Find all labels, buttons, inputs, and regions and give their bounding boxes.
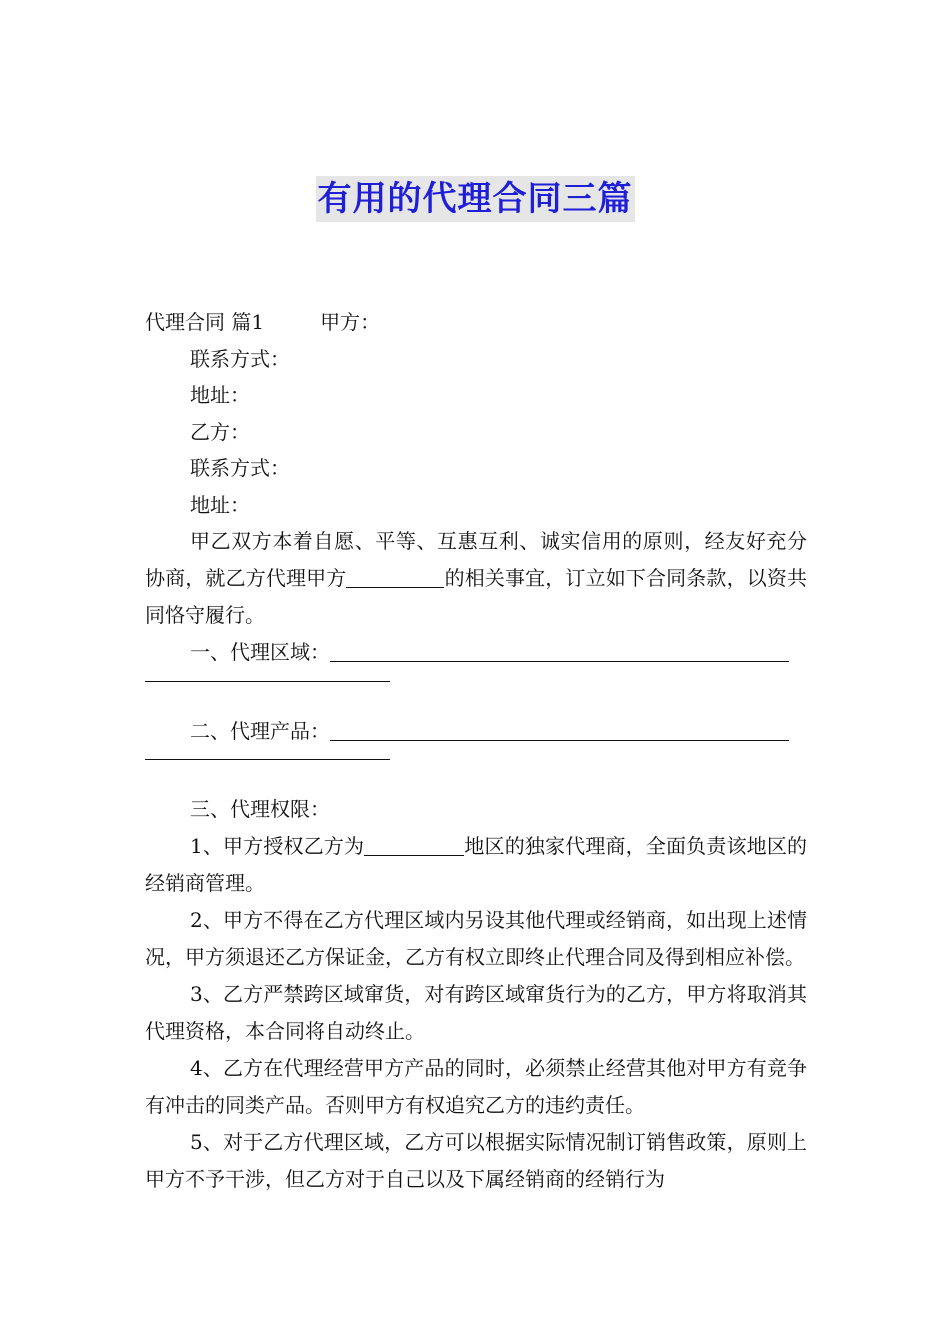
title-wrap	[0, 176, 950, 222]
intro-paragraph: 甲乙双方本着自愿、平等、互惠互利、诚实信用的原则，经友好充分协商，就乙方代理甲方 的相关事宜，订立如下合同条款，以资共同恪守履行。	[145, 529, 808, 627]
party-b-address: 地址：	[190, 492, 250, 517]
region-blank	[330, 639, 789, 662]
header-line	[145, 304, 807, 341]
product-blank-continuation	[145, 749, 807, 795]
clause-5: 5、对于乙方代理区域，乙方可以根据实际情况制订销售政策，原则上甲方不予干涉，但乙方对于自己以及下属经销商的经销行为	[145, 1129, 807, 1191]
section-3-label: 三、代理权限：	[190, 797, 330, 821]
party-b-contact: 联系方式：	[190, 456, 290, 480]
section-1	[145, 634, 807, 671]
document-title: 有用的代理合同三篇	[316, 176, 635, 222]
clause-4: 4、乙方在代理经营甲方产品的同时，必须禁止经营其他对甲方有竞争有冲击的同类产品。否则甲方有权追究乙方的违约责任。	[145, 1055, 807, 1117]
product-blank	[330, 718, 789, 741]
agency-item-blank	[346, 565, 444, 588]
document-body	[145, 304, 807, 1198]
clause-1: 1、甲方授权乙方为 地区的独家代理商，全面负责该地区的经销商管理。	[145, 833, 807, 895]
contract-heading: 代理合同 篇1	[145, 310, 265, 334]
section-2	[145, 713, 807, 750]
exclusive-region-blank	[364, 833, 464, 856]
party-a-label: 甲方：	[320, 310, 381, 334]
party-b-label: 乙方：	[190, 419, 250, 444]
region-blank-continuation	[145, 671, 807, 717]
party-a-address: 地址：	[190, 383, 250, 407]
section-2-label: 二、代理产品：	[190, 718, 330, 743]
party-a-contact: 联系方式：	[190, 346, 290, 371]
section-1-label: 一、代理区域：	[190, 640, 330, 664]
clause-3: 3、乙方严禁跨区域窜货，对有跨区域窜货行为的乙方，甲方将取消其代理资格，本合同将自动终止。	[145, 981, 807, 1043]
clause-2: 2、甲方不得在乙方代理区域内另设其他代理或经销商，如出现上述情况，甲方须退还乙方保证金，乙方有权立即终止代理合同及得到相应补偿。	[145, 907, 807, 969]
